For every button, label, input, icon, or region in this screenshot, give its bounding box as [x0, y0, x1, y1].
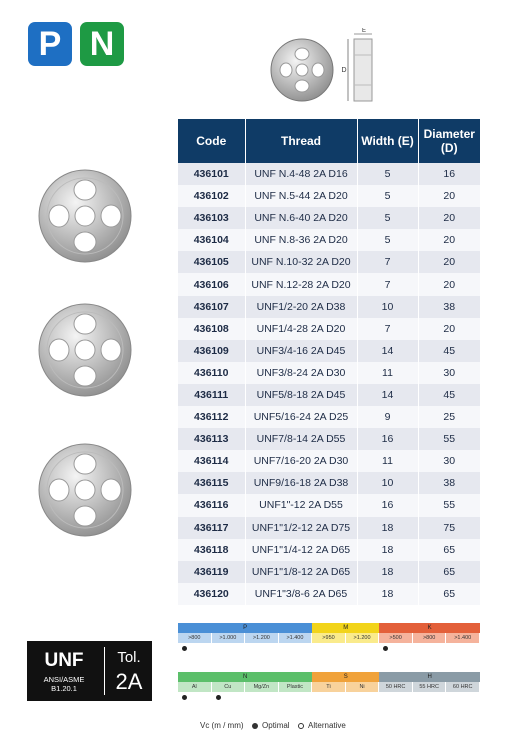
- cell-thread: UNF N.6-40 2A D20: [245, 207, 357, 229]
- cell-width: 18: [357, 539, 418, 561]
- material-condition: >1.400: [446, 633, 480, 643]
- cell-width: 5: [357, 207, 418, 229]
- vc-label: Vc (m / mm): [200, 721, 244, 731]
- material-condition: Plastic: [279, 682, 313, 692]
- cell-width: 14: [357, 384, 418, 406]
- table-row: [178, 517, 480, 539]
- table-row: [178, 163, 480, 185]
- cell-diameter: 20: [418, 251, 480, 273]
- cell-thread: UNF1"-12 2A D55: [245, 494, 357, 516]
- cell-diameter: 75: [418, 517, 480, 539]
- table-row: [178, 450, 480, 472]
- cell-thread: UNF N.8-36 2A D20: [245, 229, 357, 251]
- material-condition: Ni: [346, 682, 380, 692]
- cell-diameter: 65: [418, 561, 480, 583]
- cell-width: 18: [357, 561, 418, 583]
- cell-width: 14: [357, 340, 418, 362]
- cell-code: 436112: [178, 406, 245, 428]
- cell-diameter: 20: [418, 273, 480, 295]
- cell-width: 9: [357, 406, 418, 428]
- cell-code: 436111: [178, 384, 245, 406]
- cell-code: 436110: [178, 362, 245, 384]
- material-condition: 60 HRC: [446, 682, 480, 692]
- material-condition: >950: [312, 633, 346, 643]
- optimal-dot-icon: [216, 695, 221, 700]
- cell-diameter: 20: [418, 318, 480, 340]
- cell-thread: UNF5/8-18 2A D45: [245, 384, 357, 406]
- alternative-ring-icon: [298, 723, 304, 729]
- table-row: [178, 539, 480, 561]
- material-group-h: H: [379, 672, 480, 682]
- material-group-m: M: [312, 623, 379, 633]
- cell-code: 436117: [178, 517, 245, 539]
- header-diameter: Diameter (D): [418, 119, 480, 163]
- cell-thread: UNF7/16-20 2A D30: [245, 450, 357, 472]
- iso-p-badge: P: [28, 22, 72, 66]
- table-row: [178, 207, 480, 229]
- cell-code: 436101: [178, 163, 245, 185]
- cell-thread: UNF1/2-20 2A D38: [245, 296, 357, 318]
- material-condition: 55 HRC: [413, 682, 447, 692]
- header-code: Code: [178, 119, 245, 163]
- material-condition: >1.200: [245, 633, 279, 643]
- table-row: [178, 406, 480, 428]
- cell-code: 436102: [178, 185, 245, 207]
- table-row: [178, 251, 480, 273]
- tolerance-label: Tol.: [117, 649, 141, 666]
- cell-thread: UNF1/4-28 2A D20: [245, 318, 357, 340]
- cell-width: 5: [357, 163, 418, 185]
- standard-norm: ANSI/ASME B1.20.1: [43, 675, 85, 693]
- optimal-label: Optimal: [262, 721, 290, 731]
- material-condition: >1.200: [346, 633, 380, 643]
- header-thread: Thread: [245, 119, 357, 163]
- optimal-dot-icon: [182, 646, 187, 651]
- cell-diameter: 20: [418, 229, 480, 251]
- table-row: [178, 229, 480, 251]
- cell-diameter: 38: [418, 296, 480, 318]
- die-image: [37, 302, 133, 398]
- material-group-k: K: [379, 623, 480, 633]
- cell-thread: UNF N.12-28 2A D20: [245, 273, 357, 295]
- cell-code: 436119: [178, 561, 245, 583]
- cell-code: 436106: [178, 273, 245, 295]
- table-row: [178, 273, 480, 295]
- material-condition: Al: [178, 682, 212, 692]
- divider: [104, 647, 105, 695]
- cell-thread: UNF3/8-24 2A D30: [245, 362, 357, 384]
- material-group-s: S: [312, 672, 379, 682]
- cell-width: 10: [357, 472, 418, 494]
- cell-thread: UNF9/16-18 2A D38: [245, 472, 357, 494]
- cell-width: 10: [357, 296, 418, 318]
- material-group-p: P: [178, 623, 312, 633]
- material-condition: 50 HRC: [379, 682, 413, 692]
- diameter-d-label: D: [341, 67, 347, 74]
- alternative-label: Alternative: [308, 721, 346, 731]
- cell-diameter: 38: [418, 472, 480, 494]
- material-condition: Cu: [212, 682, 246, 692]
- cell-thread: UNF7/8-14 2A D55: [245, 428, 357, 450]
- table-row: [178, 185, 480, 207]
- cell-code: 436115: [178, 472, 245, 494]
- table-row: [178, 340, 480, 362]
- material-condition: >800: [413, 633, 447, 643]
- cell-width: 18: [357, 517, 418, 539]
- iso-n-badge: N: [80, 22, 124, 66]
- cell-width: 7: [357, 318, 418, 340]
- header-width: Width (E): [357, 119, 418, 163]
- table-row: [178, 561, 480, 583]
- cell-diameter: 20: [418, 207, 480, 229]
- cell-code: 436108: [178, 318, 245, 340]
- die-dimension-diagram: [268, 28, 388, 108]
- material-condition: >800: [178, 633, 212, 643]
- die-image: [37, 168, 133, 264]
- cell-thread: UNF5/16-24 2A D25: [245, 406, 357, 428]
- cell-width: 5: [357, 185, 418, 207]
- optimal-dot-icon: [182, 695, 187, 700]
- cell-code: 436118: [178, 539, 245, 561]
- material-condition: Mg/Zn: [245, 682, 279, 692]
- cell-code: 436104: [178, 229, 245, 251]
- tolerance-value: 2A: [115, 669, 143, 694]
- cell-width: 5: [357, 229, 418, 251]
- cell-width: 7: [357, 273, 418, 295]
- cell-width: 11: [357, 362, 418, 384]
- cell-code: 436107: [178, 296, 245, 318]
- table-row: [178, 583, 480, 605]
- optimal-dot-icon: [383, 646, 388, 651]
- table-row: [178, 384, 480, 406]
- material-condition: >1.000: [212, 633, 246, 643]
- cell-diameter: 20: [418, 185, 480, 207]
- cell-diameter: 65: [418, 583, 480, 605]
- material-condition: Ti: [312, 682, 346, 692]
- width-e-label: E: [361, 28, 367, 34]
- table-row: [178, 494, 480, 516]
- cell-thread: UNF N.4-48 2A D16: [245, 163, 357, 185]
- thread-standard-box: [27, 641, 152, 701]
- cell-thread: UNF N.5-44 2A D20: [245, 185, 357, 207]
- cell-thread: UNF N.10-32 2A D20: [245, 251, 357, 273]
- material-condition: >1.400: [279, 633, 313, 643]
- table-row: [178, 472, 480, 494]
- cell-code: 436103: [178, 207, 245, 229]
- cell-code: 436116: [178, 494, 245, 516]
- cell-thread: UNF1"1/8-12 2A D65: [245, 561, 357, 583]
- cell-width: 16: [357, 494, 418, 516]
- material-group-n: N: [178, 672, 312, 682]
- cell-width: 11: [357, 450, 418, 472]
- table-row: [178, 296, 480, 318]
- cell-thread: UNF1"1/4-12 2A D65: [245, 539, 357, 561]
- cell-diameter: 55: [418, 494, 480, 516]
- cell-code: 436113: [178, 428, 245, 450]
- product-table: [178, 119, 480, 605]
- cell-diameter: 65: [418, 539, 480, 561]
- cell-diameter: 30: [418, 362, 480, 384]
- optimal-dot-icon: [252, 723, 258, 729]
- die-image: [37, 442, 133, 538]
- table-row: [178, 318, 480, 340]
- cell-thread: UNF1"3/8-6 2A D65: [245, 583, 357, 605]
- cell-diameter: 30: [418, 450, 480, 472]
- cell-diameter: 45: [418, 340, 480, 362]
- material-condition: >500: [379, 633, 413, 643]
- cell-width: 16: [357, 428, 418, 450]
- cell-code: 436105: [178, 251, 245, 273]
- standard-name: UNF: [44, 650, 84, 671]
- cell-code: 436114: [178, 450, 245, 472]
- cell-diameter: 55: [418, 428, 480, 450]
- cell-code: 436109: [178, 340, 245, 362]
- table-row: [178, 428, 480, 450]
- cell-diameter: 25: [418, 406, 480, 428]
- legend: [200, 721, 346, 730]
- cell-diameter: 16: [418, 163, 480, 185]
- table-row: [178, 362, 480, 384]
- cell-thread: UNF1"1/2-12 2A D75: [245, 517, 357, 539]
- cell-thread: UNF3/4-16 2A D45: [245, 340, 357, 362]
- cell-diameter: 45: [418, 384, 480, 406]
- cell-code: 436120: [178, 583, 245, 605]
- cell-width: 7: [357, 251, 418, 273]
- cell-width: 18: [357, 583, 418, 605]
